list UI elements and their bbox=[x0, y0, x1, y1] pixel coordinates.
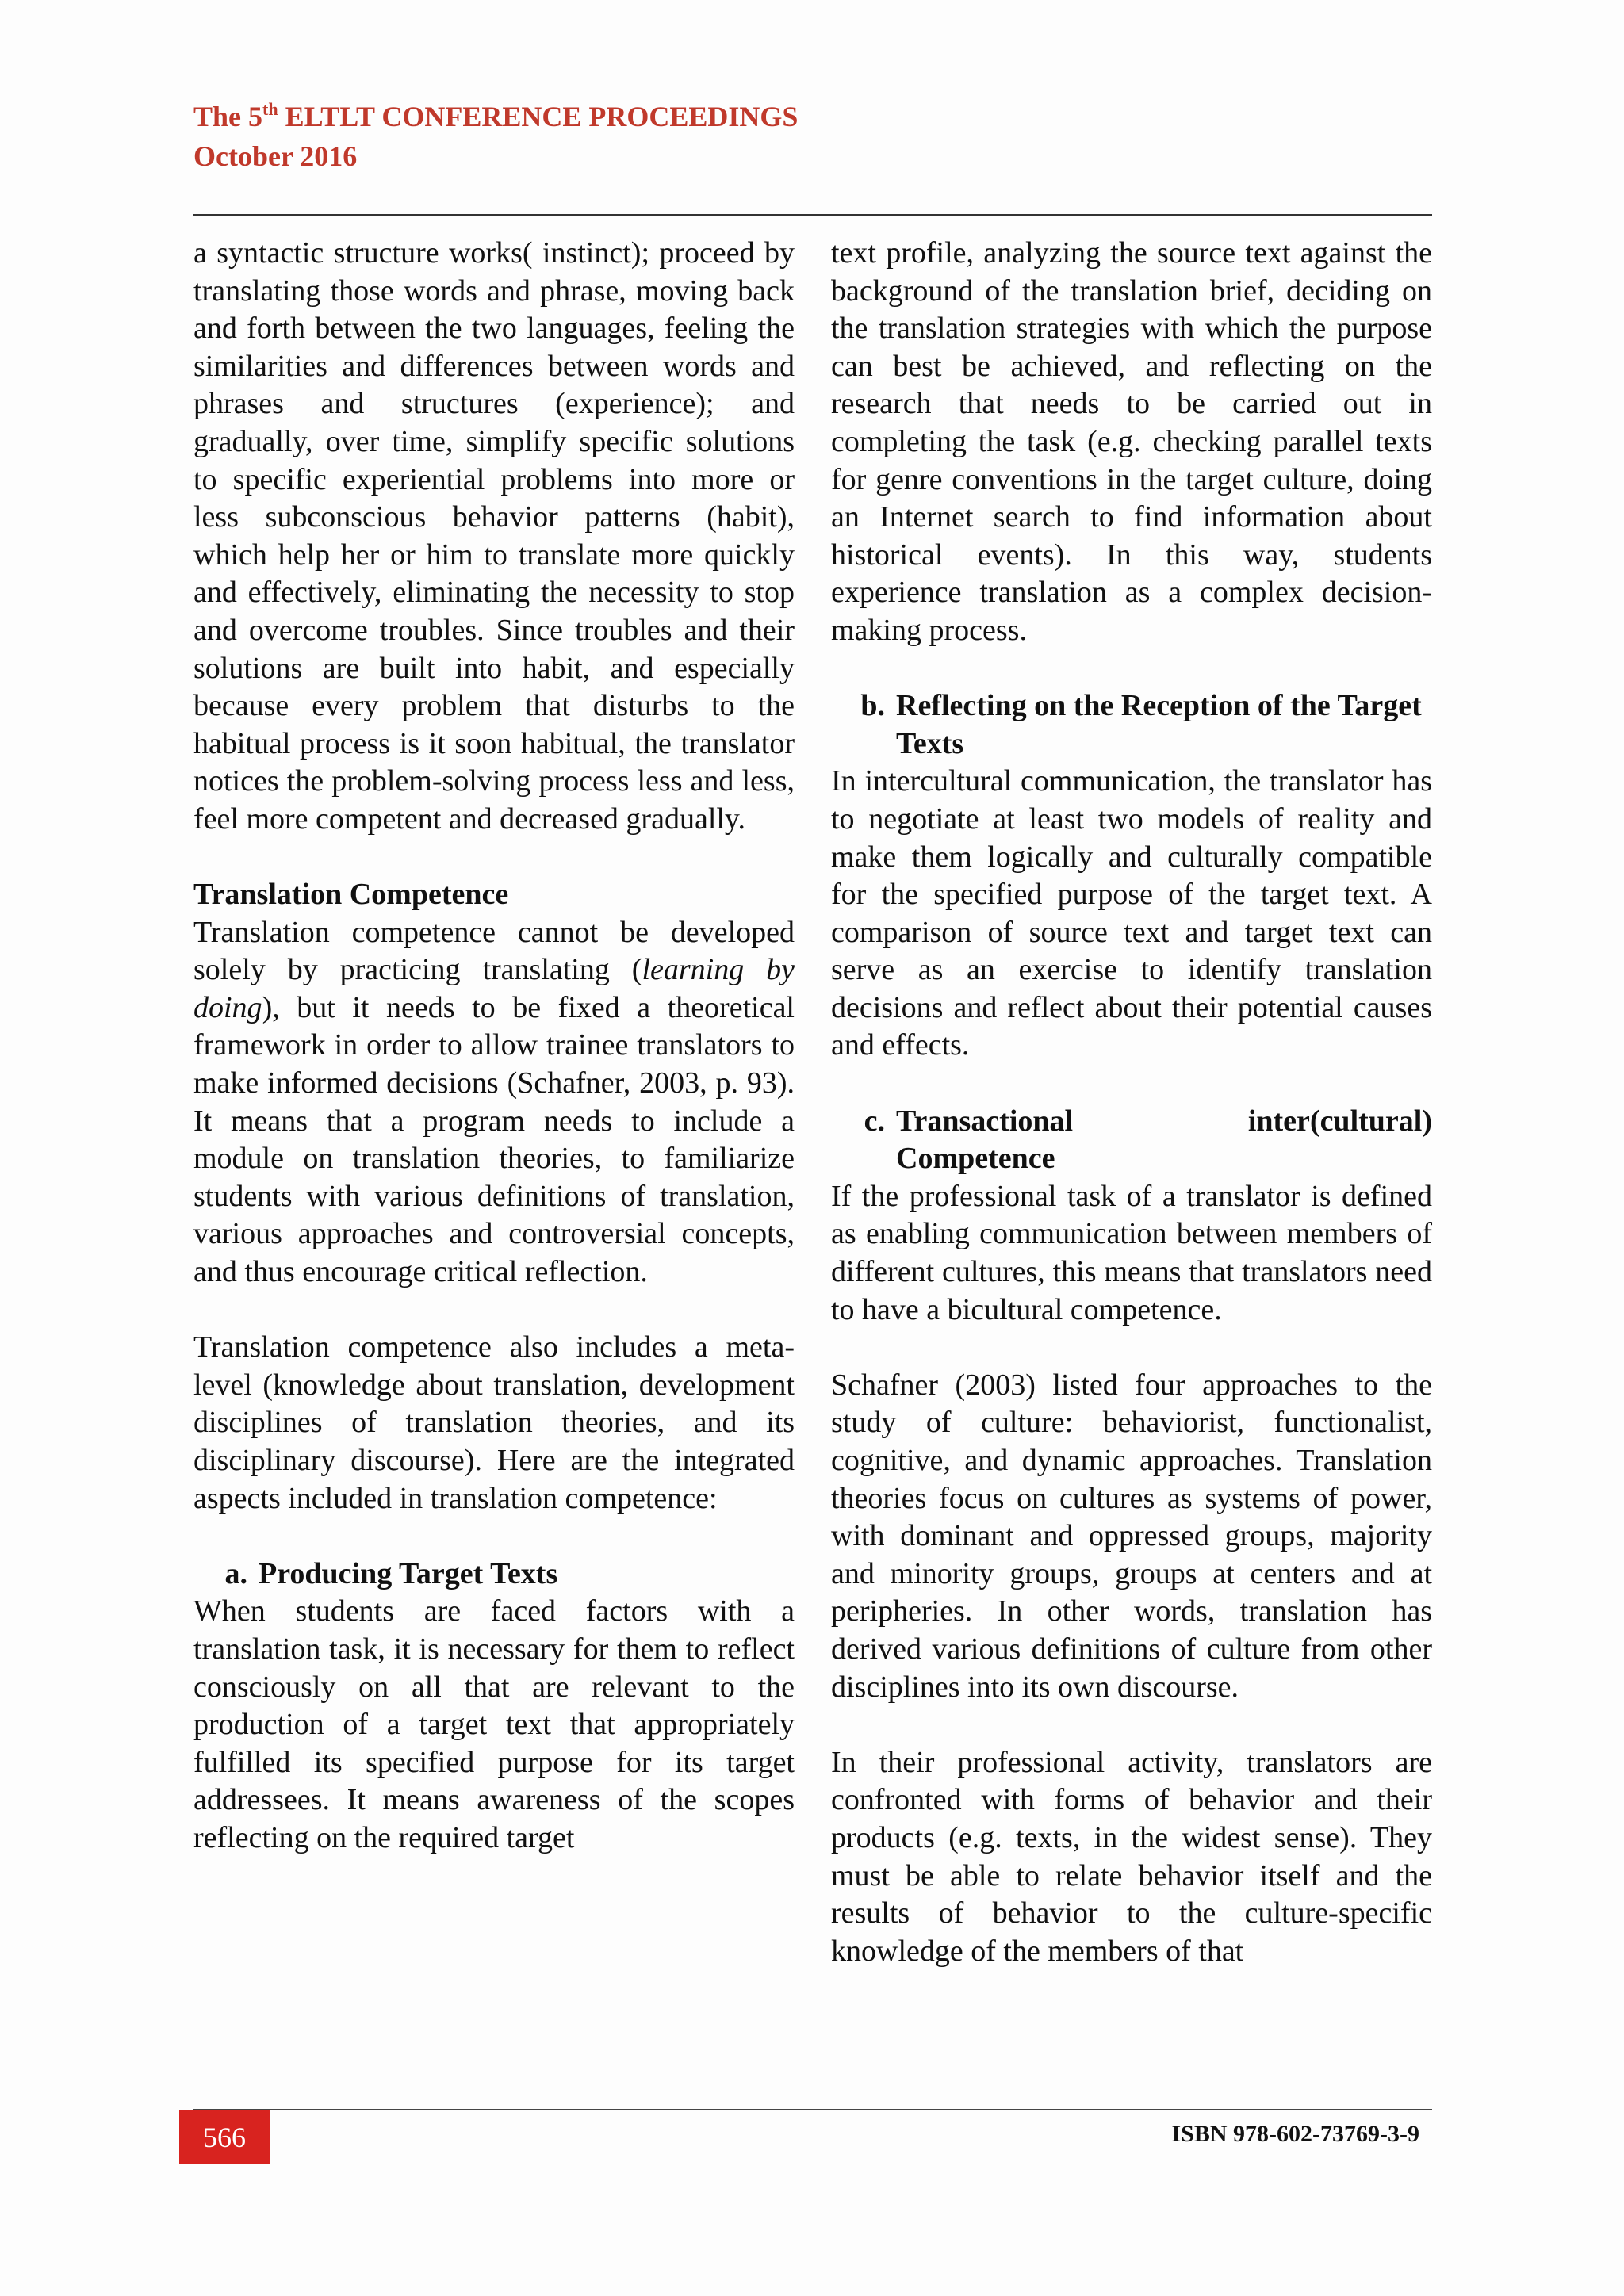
subheading-b: b. Reflecting on the Reception of the Target Texts bbox=[860, 689, 1422, 760]
header-date: October 2016 bbox=[193, 140, 358, 172]
header-rule bbox=[193, 214, 1432, 216]
paragraph: When students are faced factors with a translation task, it is necessary for them to reflect consciously on all that are relevant to the production of a target text that appropriately fulfilled its specified purpose for its target addressees. It means awareness of the scopes reflecting on the required target bbox=[193, 1594, 795, 1854]
running-header bbox=[193, 97, 798, 176]
paragraph: Translation competence also includes a meta-level (knowledge about translation, development disciplines of translation theories, and its disciplinary discourse). Here are the integrated aspects included in translation competence: bbox=[193, 1330, 795, 1515]
paragraph: Schafner (2003) listed four approaches to the study of culture: behaviorist, functionalist, cognitive, and dynamic approaches. Translation theories focus on cultures as systems of power, with dominant and oppressed groups, majority and minority groups, groups at centers and at peripheries. In other words, translation has derived various definitions of culture from other disciplines into its own discourse. bbox=[831, 1368, 1432, 1704]
footer-rule bbox=[193, 2109, 1432, 2110]
paragraph: a syntactic structure works( instinct); proceed by translating those words and phrase, moving back and forth between the two languages, feeling the similarities and differences between words and phrases and structures (experience); and gradually, over time, simplify specific solutions to specific experiential problems into more or less subconscious behavior patterns (habit), which help her or him to translate more quickly and effectively, eliminating the necessity to stop and overcome troubles. Since troubles and their solutions are built into habit, and especially because every problem that disturbs to the habitual process is it soon habitual, the translator notices the problem-solving process less and less, feel more competent and decreased gradually. bbox=[193, 236, 795, 836]
paragraph: text profile, analyzing the source text against the background of the translation brief, deciding on the translation strategies with which the purpose can best be achieved, and reflecting on the research that needs to be carried out in completing the task (e.g. checking parallel texts for genre conventions in the target culture, doing an Internet search to find information about historical events). In this way, students experience translation as a complex decision-making process. bbox=[831, 236, 1432, 647]
left-column bbox=[193, 235, 795, 1858]
subheading-c-line2: Competence bbox=[896, 1142, 1055, 1176]
paragraph: In intercultural communication, the translator has to negotiate at least two models of reality and make them logically and culturally compatible for the specified purpose of the target text. A comparison of source text and target text can serve as an exercise to identify translation decisions and reflect about their potential causes and effects. bbox=[831, 764, 1432, 1062]
paragraph: In their professional activity, translators are confronted with forms of behavior and their products (e.g. texts, in the widest sense). They must be able to relate behavior itself and the results of behavior to the culture-specific knowledge of the members of that bbox=[831, 1745, 1432, 1968]
subheading-c-line1: Transactional inter(cultural) bbox=[896, 1104, 1432, 1138]
paragraph: If the professional task of a translator is defined as enabling communication between members of different cultures, this means that translators need to have a bicultural competence. bbox=[831, 1179, 1432, 1326]
header-title: The 5th ELTLT CONFERENCE PROCEEDINGS bbox=[193, 99, 799, 132]
right-column bbox=[831, 235, 1432, 1970]
page-number: 566 bbox=[179, 2110, 270, 2164]
isbn: ISBN 978-602-73769-3-9 bbox=[1171, 2121, 1419, 2147]
subheading-a: a. Producing Target Texts bbox=[224, 1556, 558, 1590]
paragraph: Translation competence cannot be developed solely by practicing translating (learning by doing), but it needs to be fixed a theoretical framework in order to allow trainee translators to make informed decisions (Schafner, 2003, p. 93). It means that a program needs to include a module on translation theories, to familiarize students with various definitions of translation, various approaches and controversial concepts, and thus encourage critical reflection. bbox=[193, 915, 795, 1289]
subheading-c: c. Transactional inter(cultural) Competence bbox=[831, 1103, 1432, 1178]
section-heading: Translation Competence bbox=[193, 878, 509, 912]
